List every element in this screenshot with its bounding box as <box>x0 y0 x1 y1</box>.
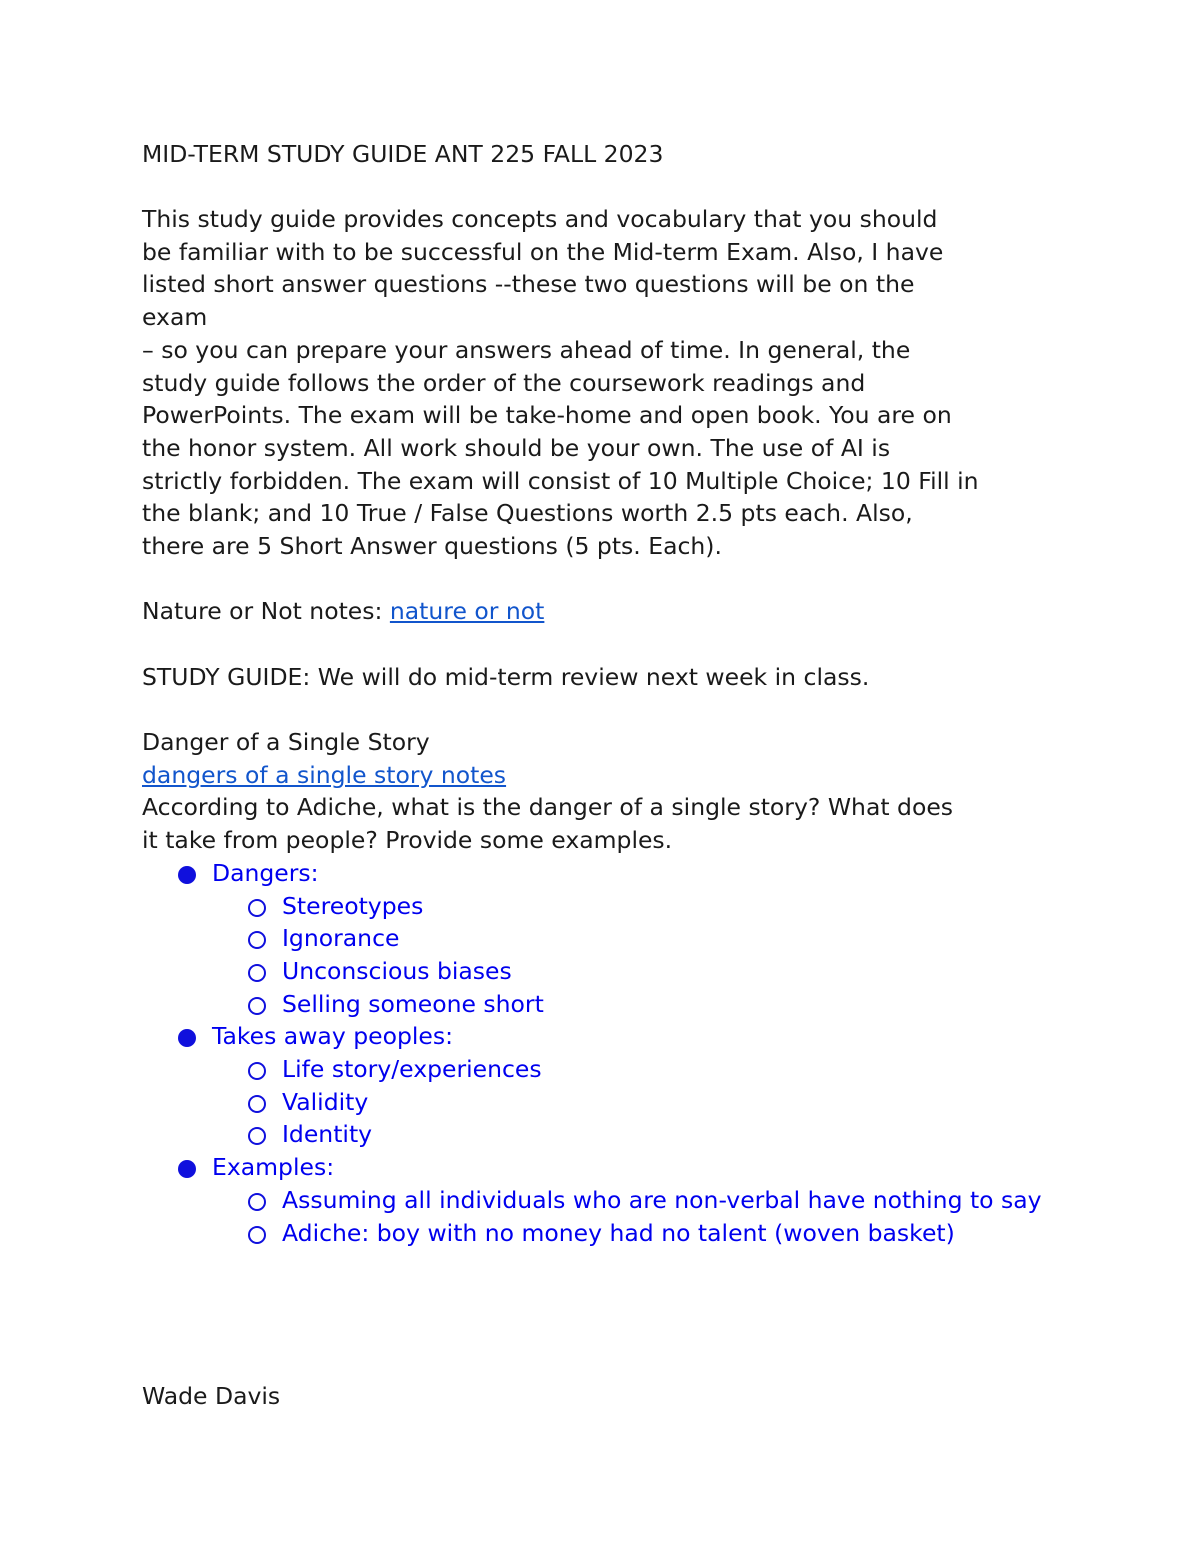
notes-label: Nature or Not notes: <box>142 597 390 625</box>
nature-or-not-link[interactable]: nature or not <box>389 597 545 625</box>
notes-line <box>142 595 1072 628</box>
sub-list-item <box>212 1217 1072 1250</box>
hollow-bullet-icon <box>248 899 266 917</box>
single-story-section <box>142 726 1072 1249</box>
sub-list <box>212 1053 1072 1151</box>
intro-line: the honor system. All work should be your own. The use of AI is <box>142 433 891 462</box>
sub-item-text: Adiche: boy with no money had no talent (woven basket) <box>282 1218 955 1247</box>
intro-line: – so you can prepare your answers ahead of time. In general, the <box>142 335 911 364</box>
hollow-bullet-icon <box>248 1095 266 1113</box>
wade-davis-heading: Wade Davis <box>142 1382 281 1410</box>
document-title: MID-TERM STUDY GUIDE ANT 225 FALL 2023 <box>142 140 664 168</box>
hollow-bullet-icon <box>248 1127 266 1145</box>
intro-line: exam <box>142 303 208 332</box>
question-line: it take from people? Provide some examples. <box>142 826 673 855</box>
intro-paragraph <box>142 203 1072 563</box>
hollow-bullet-icon <box>248 997 266 1015</box>
sub-item-text: Unconscious biases <box>282 956 512 985</box>
intro-line: strictly forbidden. The exam will consist of 10 Multiple Choice; 10 Fill in <box>142 466 979 495</box>
intro-line: the blank; and 10 True / False Questions worth 2.5 pts each. Also, <box>142 499 913 528</box>
sub-item-text: Identity <box>282 1120 373 1149</box>
hollow-bullet-icon <box>248 931 266 949</box>
sub-list-item <box>212 890 1072 923</box>
filled-bullet-icon <box>178 866 196 884</box>
sub-list-item <box>212 988 1072 1021</box>
intro-line: This study guide provides concepts and vocabulary that you should <box>142 205 938 233</box>
question-line: According to Adiche, what is the danger of a single story? What does <box>142 793 954 822</box>
hollow-bullet-icon <box>248 964 266 982</box>
sub-item-text: Assuming all individuals who are non-verbal have nothing to say <box>282 1185 1042 1214</box>
intro-line: listed short answer questions --these two questions will be on the <box>142 270 915 299</box>
intro-line: study guide follows the order of the coursework readings and <box>142 368 866 397</box>
list-item <box>142 1020 1072 1151</box>
sub-list-item <box>212 1184 1072 1217</box>
sub-list-item <box>212 1053 1072 1086</box>
bullet-label: Examples: <box>212 1153 335 1182</box>
sub-list <box>212 890 1072 1021</box>
bullet-label: Dangers: <box>212 858 319 887</box>
filled-bullet-icon <box>178 1160 196 1178</box>
hollow-bullet-icon <box>248 1193 266 1211</box>
bullet-label: Takes away peoples: <box>212 1022 454 1051</box>
sub-list-item <box>212 1086 1072 1119</box>
answer-list <box>142 857 1072 1249</box>
list-item <box>142 1151 1072 1249</box>
study-guide-line: STUDY GUIDE: We will do mid-term review next week in class. <box>142 663 870 691</box>
intro-line: there are 5 Short Answer questions (5 pts. Each). <box>142 532 722 561</box>
section-heading: Danger of a Single Story <box>142 728 430 756</box>
intro-line: PowerPoints. The exam will be take-home and open book. You are on <box>142 401 952 430</box>
list-item <box>142 857 1072 1021</box>
sub-item-text: Validity <box>282 1087 369 1116</box>
sub-list <box>212 1184 1072 1249</box>
sub-item-text: Ignorance <box>282 924 400 953</box>
single-story-notes-link[interactable]: dangers of a single story notes <box>142 760 507 789</box>
section-question <box>142 791 1072 856</box>
sub-list-item <box>212 1118 1072 1151</box>
sub-item-text: Stereotypes <box>282 891 424 920</box>
hollow-bullet-icon <box>248 1062 266 1080</box>
sub-list-item <box>212 955 1072 988</box>
sub-item-text: Life story/experiences <box>282 1055 542 1084</box>
hollow-bullet-icon <box>248 1226 266 1244</box>
intro-line: be familiar with to be successful on the Mid-term Exam. Also, I have <box>142 237 944 266</box>
sub-list-item <box>212 922 1072 955</box>
sub-item-text: Selling someone short <box>282 989 544 1018</box>
filled-bullet-icon <box>178 1029 196 1047</box>
